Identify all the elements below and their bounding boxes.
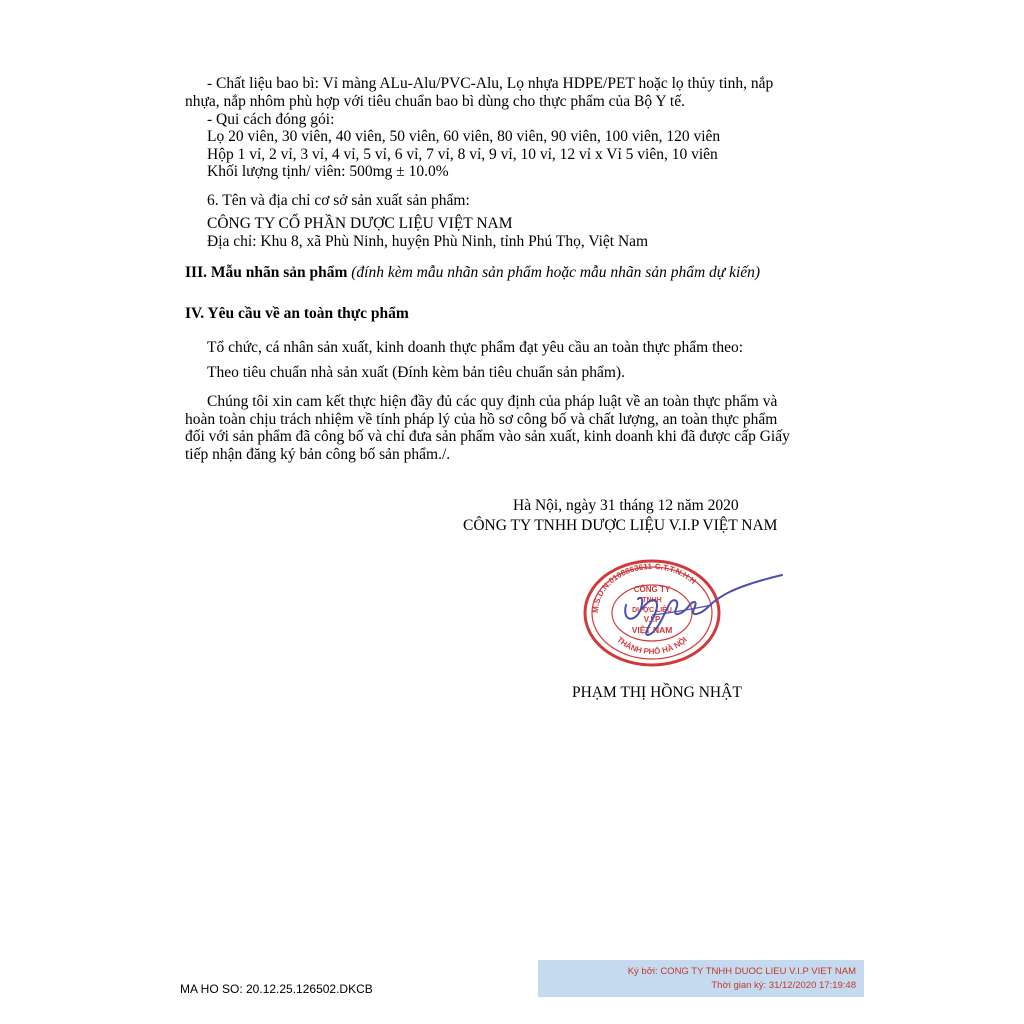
packaging-material-line-1: - Chất liệu bao bì: Vỉ màng ALu-Alu/PVC-Alu, Lọ nhựa HDPE/PET hoặc lọ thủy tinh, nắp (207, 75, 774, 92)
signed-time: Thời gian ký: 31/12/2020 17:19:48 (711, 980, 856, 991)
digital-signature-box (538, 960, 864, 997)
stamp-ring-text: M.S.D.N:0108863611-C.T.T.N.H.H (590, 561, 698, 614)
stamp-city-text: THÀNH PHỐ HÀ NỘI (615, 635, 689, 657)
stamp-line-1: CÔNG TY (633, 585, 671, 594)
commitment-line-3: đối với sản phẩm đã công bố và chỉ đưa sản phẩm vào sản xuất, kinh doanh khi đã được cấp Giấy (185, 428, 790, 445)
manufacturer-heading: 6. Tên và địa chỉ cơ sở sản xuất sản phẩm: (207, 192, 470, 209)
section-3-note: (đính kèm mẫu nhãn sản phẩm hoặc mẫu nhãn sản phẩm dự kiến) (351, 264, 761, 281)
box-spec: Hộp 1 vỉ, 2 vỉ, 3 vỉ, 4 vỉ, 5 vỉ, 6 vỉ, 7 vỉ, 8 vỉ, 9 vỉ, 10 vỉ, 12 vỉ x Vỉ 5 viên, 10 viên (207, 146, 718, 163)
signer-name: PHẠM THỊ HỒNG NHẬT (572, 684, 742, 701)
section-4-heading: IV. Yêu cầu về an toàn thực phẩm (185, 305, 409, 322)
section-3-heading (185, 264, 760, 282)
commitment-line-1: Chúng tôi xin cam kết thực hiện đầy đủ các quy định của pháp luật về an toàn thực phẩm và (207, 393, 778, 410)
company-name: CÔNG TY TNHH DƯỢC LIỆU V.I.P VIỆT NAM (463, 517, 778, 534)
stamp-line-4: V.I.P (643, 615, 661, 624)
stamp-line-3: DƯỢC LIỆU (632, 607, 672, 614)
stamp-line-5: VIỆT NAM (631, 625, 673, 635)
stamp-line-2: TNHH (642, 597, 662, 604)
packaging-material-line-2: nhựa, nắp nhôm phù hợp với tiêu chuẩn bao bì dùng cho thực phẩm của Bộ Y tế. (185, 93, 685, 110)
handwritten-signature (612, 565, 802, 645)
bottle-spec: Lọ 20 viên, 30 viên, 40 viên, 50 viên, 60 viên, 80 viên, 90 viên, 100 viên, 120 viên (207, 128, 721, 145)
commitment-line-4: tiếp nhận đăng ký bản công bố sản phẩm./. (185, 446, 451, 463)
safety-requirement: Tổ chức, cá nhân sản xuất, kinh doanh thực phẩm đạt yêu cầu an toàn thực phẩm theo: (207, 339, 744, 356)
manufacturer-name: CÔNG TY CỔ PHẦN DƯỢC LIỆU VIỆT NAM (207, 215, 513, 232)
standard-reference: Theo tiêu chuẩn nhà sản xuất (Đính kèm bản tiêu chuẩn sản phẩm). (207, 364, 625, 381)
packing-spec-heading: - Qui cách đóng gói: (207, 111, 335, 128)
commitment-line-2: hoàn toàn chịu trách nhiệm về tính pháp lý của hồ sơ công bố và chất lượng, an toàn thực phẩm (185, 411, 778, 428)
date-line: Hà Nội, ngày 31 tháng 12 năm 2020 (513, 497, 739, 514)
manufacturer-address: Địa chỉ: Khu 8, xã Phù Ninh, huyện Phù Ninh, tỉnh Phú Thọ, Việt Nam (207, 233, 649, 250)
signed-by: Ký bởi: CONG TY TNHH DUOC LIEU V.I.P VIET NAM (627, 966, 856, 977)
section-3-title: III. Mẫu nhãn sản phẩm (185, 264, 348, 281)
net-weight: Khối lượng tịnh/ viên: 500mg ± 10.0% (207, 163, 449, 180)
record-code: MA HO SO: 20.12.25.126502.DKCB (180, 982, 373, 996)
